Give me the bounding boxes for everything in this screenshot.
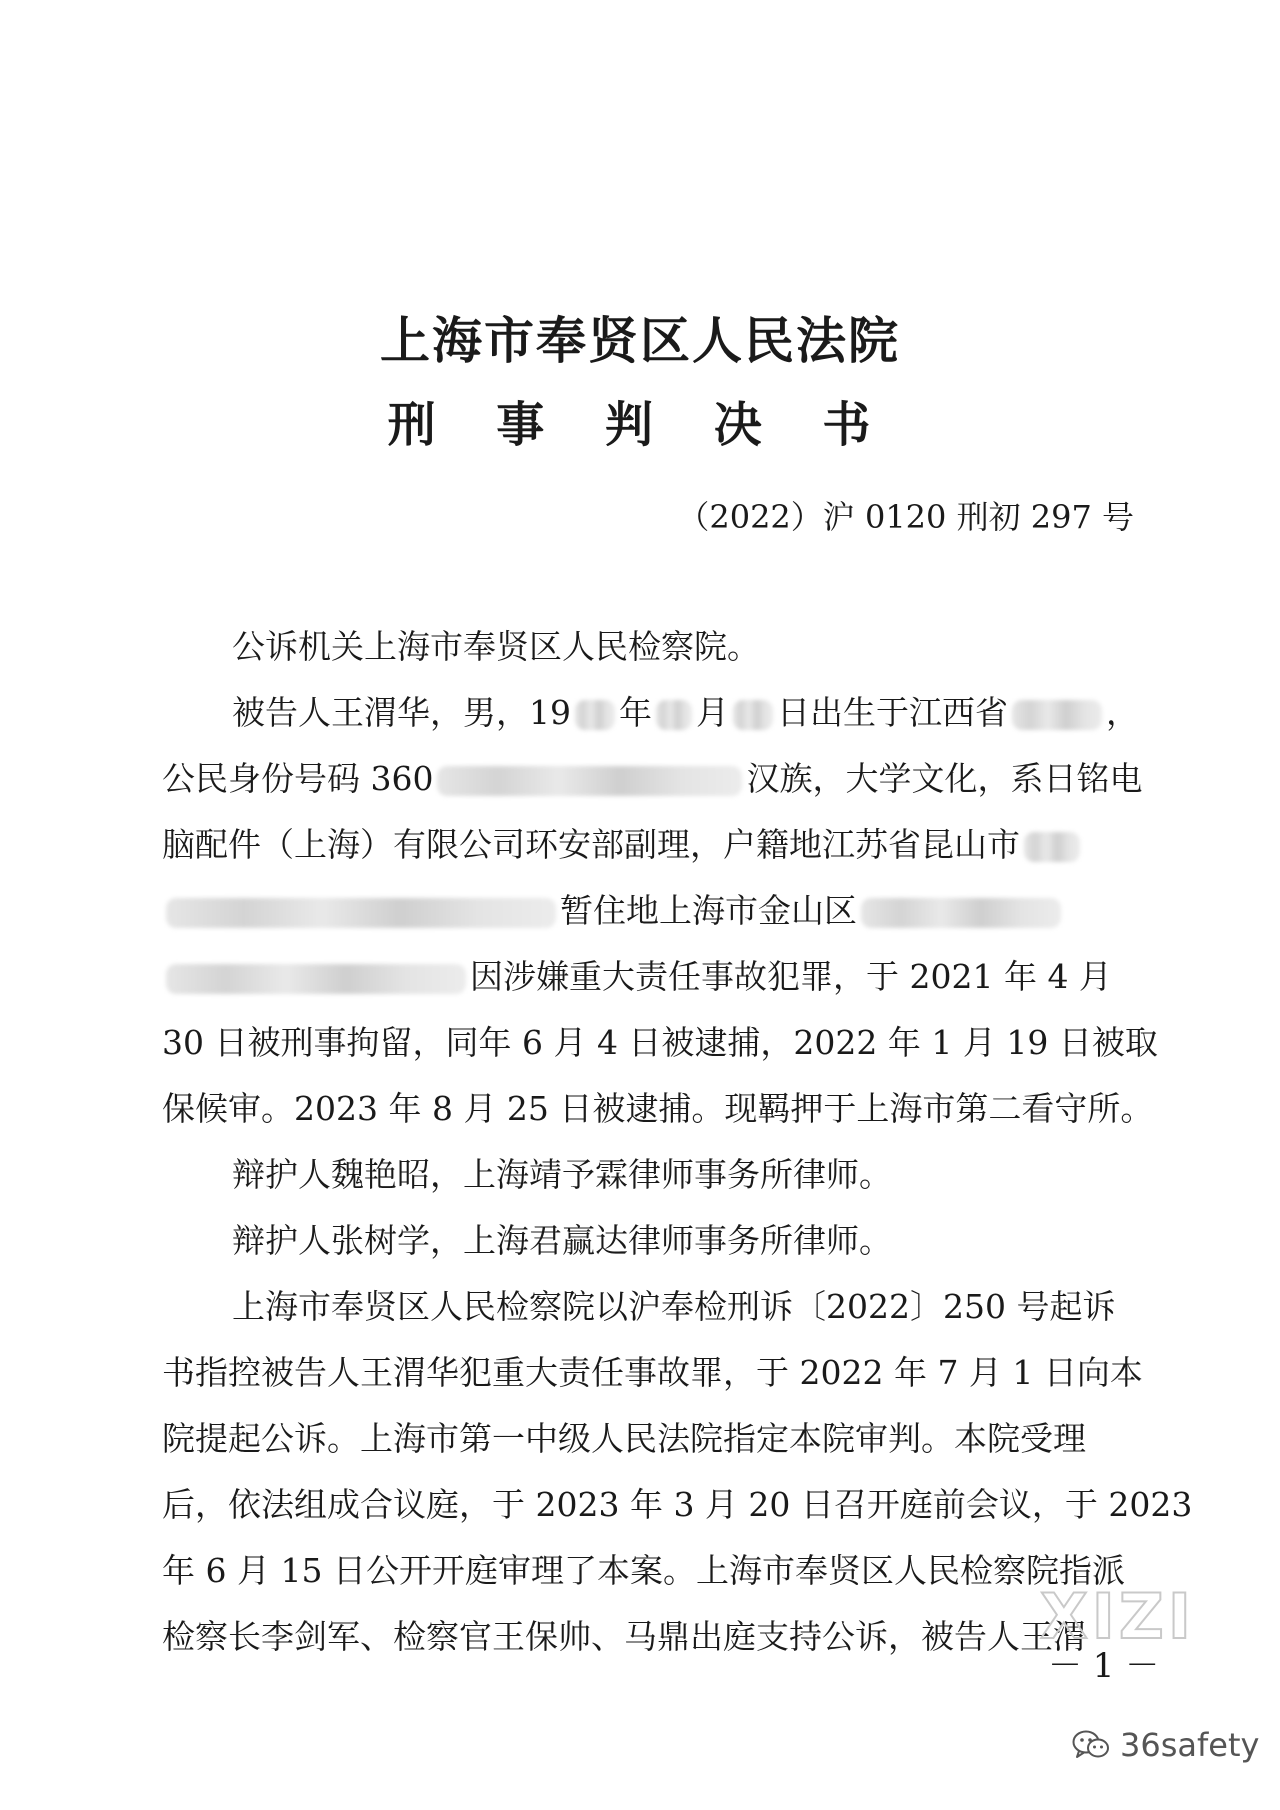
line-text: 检察长李剑军、检察官王保帅、马鼎出庭支持公诉，被告人王渭 [162,1617,1086,1656]
line-text: 公民身份号码 360 [162,759,434,798]
body-line [162,1340,1143,1406]
line-text: 后，依法组成合议庭，于 2023 年 3 月 20 日召开庭前会议，于 2023 [162,1485,1193,1524]
body-line [162,1472,1193,1538]
line-text: 公诉机关上海市奉贤区人民检察院。 [232,627,760,666]
body-line [162,1208,1132,1274]
line-text: 上海市奉贤区人民检察院以沪奉检刑诉〔2022〕250 号起诉 [232,1287,1116,1326]
line-text: 暂住地上海市金山区 [560,891,857,930]
body-line [162,812,1132,878]
body-line [162,1010,1158,1076]
redaction-blur [437,766,742,796]
line-text: 汉族，大学文化，系日铭电 [746,759,1143,798]
body-line [162,944,1132,1010]
body-line [162,1406,1132,1472]
line-text: 因涉嫌重大责任事故犯罪，于 2021 年 4 月 [470,957,1112,996]
redaction-blur [166,898,556,928]
wechat-icon [1072,1729,1110,1761]
body-line [162,614,1132,680]
line-text: 月 [696,693,729,732]
body-line [162,680,1139,746]
redaction-blur [733,700,773,730]
line-text: 30 日被刑事拘留，同年 6 月 4 日被逮捕，2022 年 1 月 19 日被取 [162,1023,1158,1062]
line-text: 辩护人张树学，上海君赢达律师事务所律师。 [232,1221,892,1260]
line-text: 脑配件（上海）有限公司环安部副理，户籍地江苏省昆山市 [162,825,1020,864]
case-number: （2022）沪 0120 刑初 297 号 [677,498,1134,536]
page-number: － 1 － [1048,1646,1160,1686]
document-body [162,614,1193,1670]
line-text: 辩护人魏艳昭，上海靖予霖律师事务所律师。 [232,1155,892,1194]
line-text: 书指控被告人王渭华犯重大责任事故罪，于 2022 年 7 月 1 日向本 [162,1353,1143,1392]
line-text: ， [1106,693,1139,732]
redaction-blur [1012,700,1102,730]
body-line [162,1274,1132,1340]
body-line [162,1604,1132,1670]
line-text: 日出生于江西省 [777,693,1008,732]
line-text: 院提起公诉。上海市第一中级人民法院指定本院审判。本院受理 [162,1419,1086,1458]
brand-mark [1072,1722,1259,1768]
body-line [162,1142,1132,1208]
redaction-blur [656,700,692,730]
redaction-blur [861,898,1061,928]
brand-label: 36safety [1120,1726,1260,1764]
court-name: 上海市奉贤区人民法院 [380,311,900,370]
line-text: 年 6 月 15 日公开开庭审理了本案。上海市奉贤区人民检察院指派 [162,1551,1125,1590]
body-line [162,1538,1132,1604]
xizi-watermark: XIZI [1040,1580,1195,1653]
body-line [162,746,1143,812]
redaction-blur [1024,832,1080,862]
document-type: 刑 事 判 决 书 [387,397,893,453]
body-line [162,1076,1154,1142]
line-text: 被告人王渭华，男，19 [232,693,571,732]
body-line [162,878,1132,944]
redaction-blur [166,964,466,994]
redaction-blur [575,700,615,730]
line-text: 年 [619,693,652,732]
line-text: 保候审。2023 年 8 月 25 日被逮捕。现羁押于上海市第二看守所。 [162,1089,1154,1128]
